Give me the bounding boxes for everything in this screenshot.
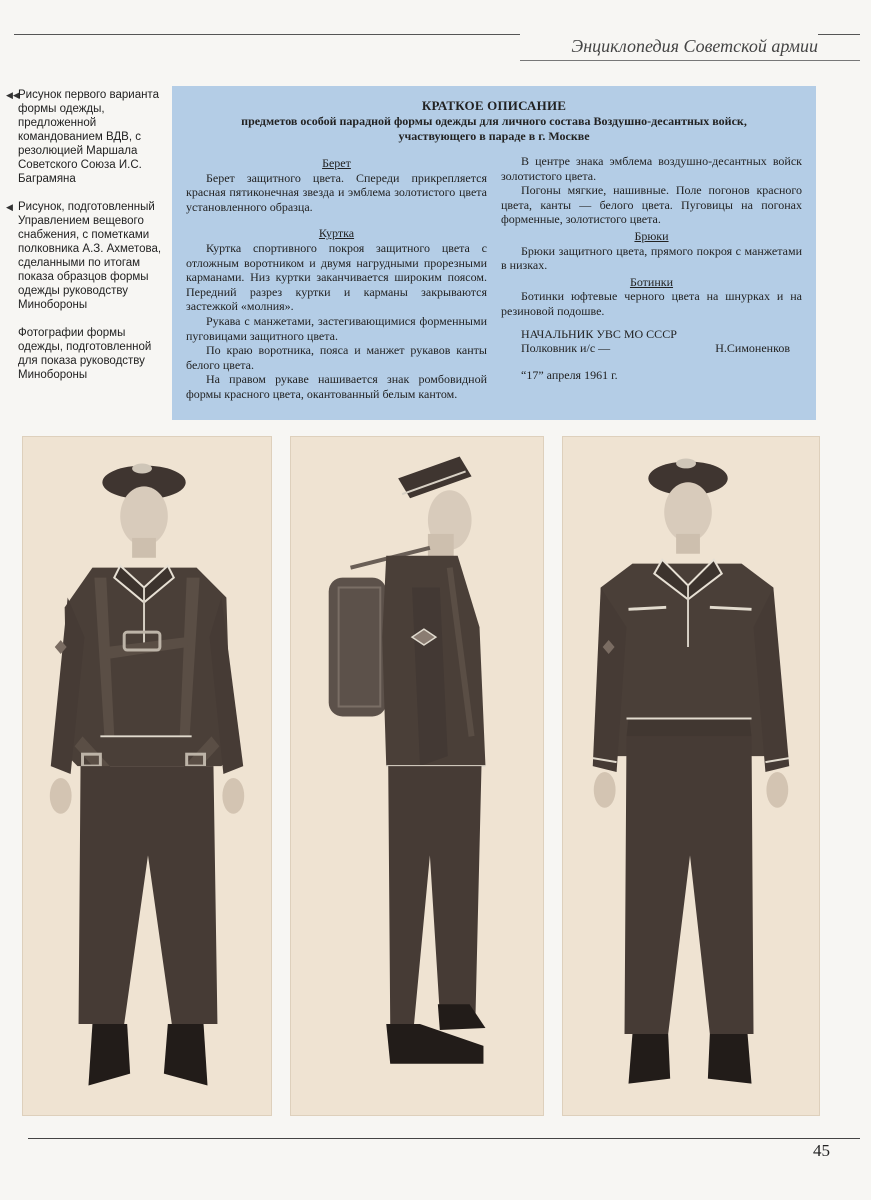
photo-front-harness	[22, 436, 272, 1116]
jacket-paragraph-2: Рукава с манжетами, застегивающимися форменными пуговицами защитного цвета.	[186, 313, 487, 343]
signature-title: НАЧАЛЬНИК УВС МО СССР	[521, 326, 677, 341]
beret-heading: Берет	[322, 156, 351, 170]
box-title: КРАТКОЕ ОПИСАНИЕ	[421, 98, 567, 113]
emblem-text: В центре знака эмблема воздушно-десантных войск золотистого цвета.	[501, 154, 802, 183]
caption-2	[6, 200, 164, 312]
figure-captions	[6, 88, 164, 396]
caption-1	[6, 88, 164, 186]
footer-rule	[28, 1138, 860, 1139]
soldier-front-parade-image	[563, 437, 819, 1115]
caption-text: Рисунок первого варианта формы одежды, предложенной командованием ВДВ, с резолюцией Маршала Советского Союза И.С. Баграмяна	[18, 89, 159, 185]
description-box	[172, 86, 816, 420]
beret-text: Берет защитного цвета. Спереди прикрепляется красная пятиконечная звезда и эмблема золотистого цвета установленного образца.	[186, 170, 487, 214]
caption-text: Фотографии формы одежды, подготовленной для показа руководству Минобороны	[18, 327, 152, 381]
shoulder-boards-text: Погоны мягкие, нашивные. Поле погонов красного цвета, канты — белого цвета. Пуговицы на погонах форменные, золотистого цвета.	[501, 183, 802, 227]
trousers-text: Брюки защитного цвета, прямого покроя с манжетами в низках.	[501, 243, 802, 273]
signature-date: “17” апреля 1961 г.	[521, 367, 618, 382]
running-title: Энциклопедия Советской армии	[520, 28, 818, 68]
jacket-paragraph-1: Куртка спортивного покроя защитного цвета с отложным воротником и двумя нагрудными прорезными карманами. Низ куртки заканчивается широким поясом. Передний разрез куртки и карманы закрываются застежкой «молния».	[186, 240, 487, 314]
boots-text: Ботинки юфтевые черного цвета на шнурках и на резиновой подошве.	[501, 289, 802, 318]
photo-side-parachute	[290, 436, 544, 1116]
arrow-left-icon: ◀	[6, 202, 13, 212]
trousers-heading: Брюки	[634, 228, 669, 243]
boots-heading: Ботинки	[629, 274, 674, 289]
right-column	[501, 154, 802, 402]
jacket-heading: Куртка	[318, 226, 355, 241]
double-arrow-left-icon: ◀◀	[6, 90, 20, 100]
signature-rank: Полковник и/с —	[521, 341, 611, 356]
soldier-front-harness-image	[23, 437, 271, 1115]
page-number: 45	[813, 1141, 830, 1160]
jacket-paragraph-4: На правом рукаве нашивается знак ромбовидной формы красного цвета, окантованный белым кантом.	[186, 372, 487, 401]
caption-3	[6, 326, 164, 382]
header-rule-lower	[520, 60, 860, 61]
soldier-side-parachute-image	[291, 437, 543, 1115]
caption-text: Рисунок, подготовленный Управлением вещевого снабжения, с пометками полковника А.З. Ахметова, сделанными по итогам показа образцов формы одежды руководству Минобороны	[18, 201, 162, 311]
signature-name: Н.Симоненков	[715, 341, 790, 356]
box-subtitle: предметов особой парадной формы одежды для личного состава Воздушно-десантных войск, участвующего в параде в г. Москве	[241, 114, 747, 143]
jacket-paragraph-3: По краю воротника, пояса и манжет рукавов канты белого цвета.	[186, 343, 487, 372]
left-column	[186, 154, 487, 402]
photo-front-parade	[562, 436, 820, 1116]
signature-block	[501, 327, 802, 356]
